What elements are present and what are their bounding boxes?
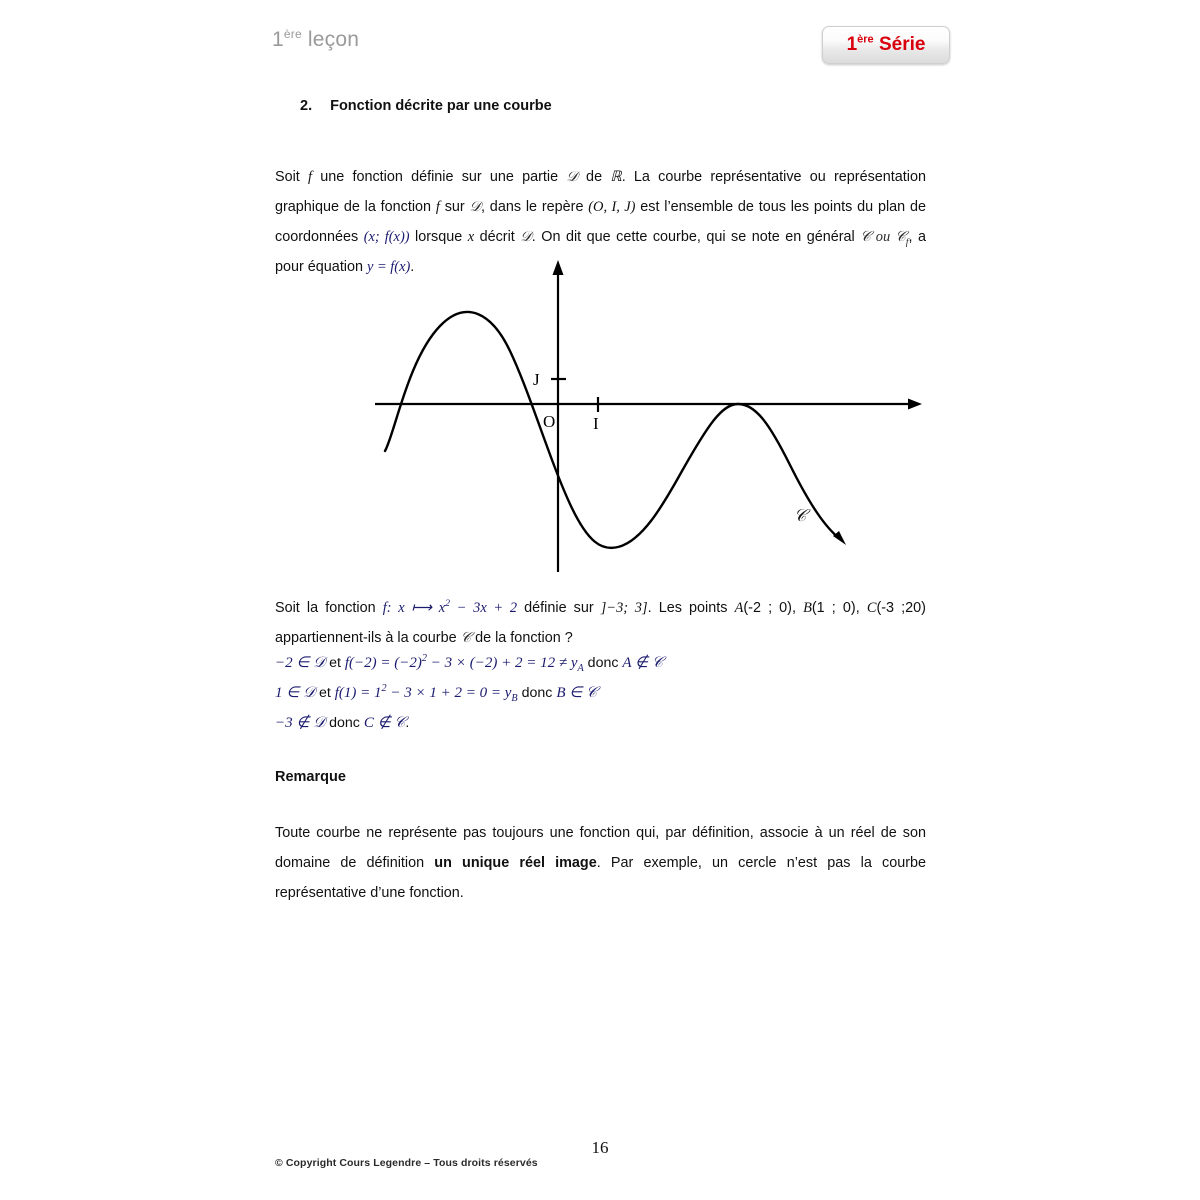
p2-function-exponent: 2 [445,598,450,610]
remark-text-a: Toute courbe ne représente pas toujours une fonction qui, par définition, associe à un réel de son domaine de définition [275,825,926,871]
p1-symbol-reals: ℝ [610,169,622,185]
m1-body: f(−2) = (−2) [344,655,422,671]
p1-symbol-equation: y = f(x) [367,259,411,275]
serie-badge-label [847,34,926,56]
m2-donc: donc [517,685,557,701]
solution-math-lines [275,648,926,738]
m3-dot: . [405,715,410,731]
p1-symbol-domain3: 𝒟 [520,229,532,245]
p1-symbol-domain2: 𝒟 [469,199,481,215]
remark-text-b: . Par exemple, un cercle n’est pas la courbe représentative d’une fonction. [275,855,927,901]
p1-symbol-curve-sub: f [905,236,909,248]
m2-pre: 1 ∈ 𝒟 [275,685,316,701]
section-number: 2. [300,98,313,114]
p2-text-c: . Les points [647,600,735,616]
section-title: Fonction décrite par une courbe [330,98,552,114]
p1-text-m: . [410,259,415,275]
m2-subscript: B [511,693,518,704]
p1-symbol-f2: f [435,199,440,215]
function-curve [385,312,840,548]
m1-donc: donc [583,655,623,671]
m3-donc: donc [325,715,364,731]
p2-text-e: de la fonction ? [471,630,573,646]
p1-text-j: décrit [474,229,521,245]
p1-symbol-coordinates: (x; f(x)) [363,229,410,245]
curve-label: 𝒞 [794,506,807,525]
origin-label: O [543,412,556,431]
p2-function: f: x ⟼ x [382,600,446,616]
m1-et: et [325,655,345,671]
j-label: J [533,370,540,389]
copyright-notice: © Copyright Cours Legendre – Tous droits réservés [275,1157,538,1169]
m1-body2: − 3 × (−2) + 2 = 12 ≠ y [427,655,578,671]
lesson-label-text: leçon [301,28,360,51]
p2-point-a: A [734,600,744,616]
p2-point-b: B [803,600,812,616]
page-header [0,0,1200,80]
p1-text-b: une fonction définie sur une partie [312,169,567,185]
remark-paragraph [275,818,926,908]
paragraph-example [275,593,926,653]
p1-symbol-domain: 𝒟 [566,169,578,185]
p1-text-l: , a pour équation [275,229,926,275]
m2-body2: − 3 × 1 + 2 = 0 = y [386,685,512,701]
p2-text-a: Soit la fonction [275,600,383,616]
m3-pre: −3 ∉ 𝒟 [275,715,326,731]
m2-exponent: 2 [381,683,387,694]
m1-pre: −2 ∈ 𝒟 [275,655,326,671]
math-line-1 [275,648,926,678]
math-line-2 [275,678,926,708]
p1-symbol-x: x [467,229,475,245]
remark-heading: Remarque [275,769,346,785]
p1-text-d: . La courbe représentative ou représentation graphique de la fonction [275,169,926,215]
m2-end: B ∈ 𝒞 [556,685,597,701]
p2-curve-symbol: 𝒞 [460,630,472,646]
p1-text-c: de [577,169,611,185]
p1-text-i: lorsque [409,229,468,245]
remark-text-bold: un unique réel image [434,855,597,871]
p1-symbol-frame: (O, I, J) [588,199,636,215]
m2-et: et [315,685,335,701]
lesson-label-number: 1 [272,28,284,51]
curve-figure [370,255,935,585]
p1-symbol-f: f [308,169,313,185]
p1-text-k: . On dit que cette courbe, qui se note en général [531,229,861,245]
m1-end: A ∉ 𝒞 [622,655,663,671]
lesson-label-ordinal: ère [283,27,302,41]
p1-text-e: sur [439,199,470,215]
m1-subscript: A [577,663,584,674]
serie-badge[interactable] [822,26,950,64]
p2-function-rest: − 3x + 2 [449,600,518,616]
serie-badge-number: 1 [846,34,858,55]
i-label: I [593,414,599,433]
serie-badge-text-rest: Série [873,34,926,55]
m3-end: C ∉ 𝒞 [363,715,406,731]
lesson-label [272,28,359,52]
x-axis-arrowhead [908,399,922,410]
p2-interval: ]−3; 3] [600,600,648,616]
p2-point-c-value: (-3 ;20) [876,600,926,616]
m1-exponent: 2 [421,653,427,664]
page-number: 16 [591,1138,609,1157]
p2-point-c: C [866,600,877,616]
y-axis-arrowhead [553,260,564,275]
p1-text-g: , dans le repère [481,199,589,215]
p1-text-h: est l’ensemble de tous les points du plan de coordonnées [275,199,926,245]
p1-symbol-curve: 𝒞 ou 𝒞 [860,229,906,245]
p2-point-b-value: (1 ; 0), [811,600,867,616]
serie-badge-ordinal: ère [857,33,874,46]
section-heading [300,98,552,114]
math-line-3 [275,708,926,738]
m2-body: f(1) = 1 [334,685,382,701]
p1-text-a: Soit [275,169,309,185]
p2-point-a-value: (-2 ; 0), [743,600,804,616]
p2-text-b: définie sur [517,600,601,616]
p2-text-d: appartiennent-ils à la courbe [275,630,461,646]
